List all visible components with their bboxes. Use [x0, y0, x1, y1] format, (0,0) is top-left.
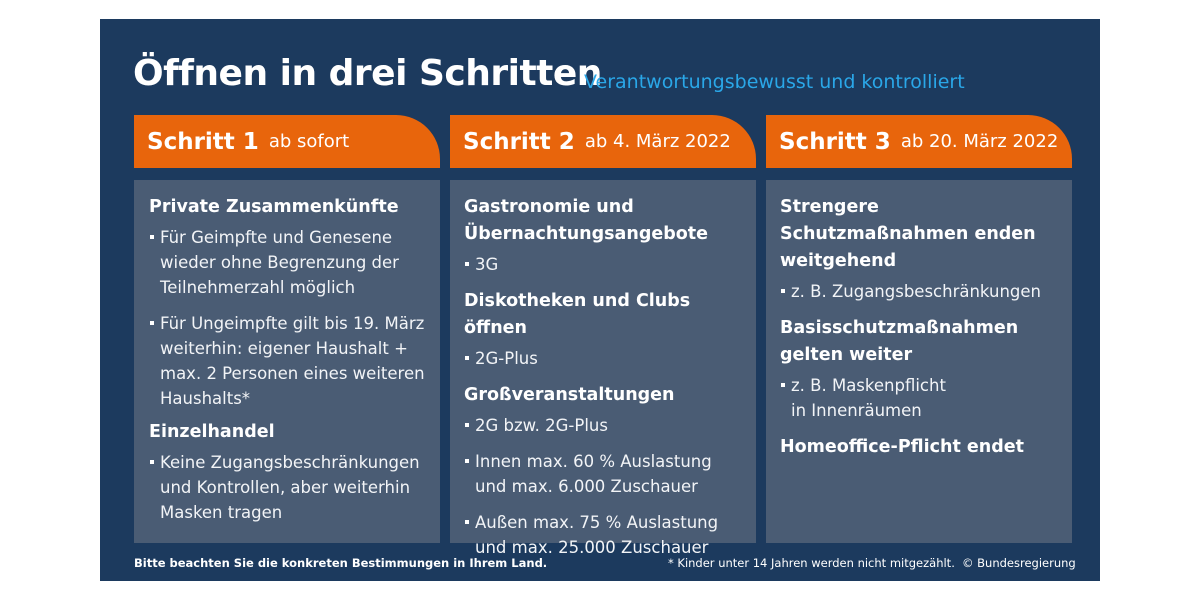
section-heading: Gastronomie und Übernachtungsangebote: [464, 197, 709, 244]
step-3-card: [766, 180, 1072, 543]
footer-footnote: * Kinder unter 14 Jahren werden nicht mitgezählt.: [668, 556, 955, 570]
list-item: Außen max. 75 % Auslastung und max. 25.000 Zuschauer: [464, 510, 744, 560]
section-heading: Einzelhandel: [149, 422, 275, 442]
list-item: Für Geimpfte und Genesene wieder ohne Begrenzung der Teilnehmerzahl möglich: [149, 225, 428, 300]
section-heading: Private Zusammenkünfte: [149, 197, 399, 217]
section-heading: Basisschutzmaßnahmen gelten weiter: [780, 318, 1019, 365]
page-subtitle: Verantwortungsbewusst und kontrolliert: [584, 71, 965, 93]
list-item: Für Ungeimpfte gilt bis 19. März weiterhin: eigener Haushalt + max. 2 Personen eines weiteren Haushalts*: [149, 311, 428, 411]
footer-copyright: © Bundesregierung: [962, 556, 1076, 570]
section-heading: Strengere Schutzmaßnahmen enden weitgehend: [780, 197, 1036, 271]
list-item: 2G bzw. 2G-Plus: [464, 413, 744, 438]
section-heading: Großveranstaltungen: [464, 385, 675, 405]
footer-notice: Bitte beachten Sie die konkreten Bestimmungen in Ihrem Land.: [134, 556, 548, 570]
bullet-list: [149, 450, 428, 525]
step-2-card: [450, 180, 756, 557]
step-1-card: [134, 180, 440, 543]
list-item: z. B. Maskenpflicht in Innenräumen: [780, 373, 961, 423]
bullet-list: [780, 279, 1060, 304]
step-1-tab: [134, 115, 440, 168]
step-1-label: Schritt 1: [147, 128, 259, 155]
section-heading: Diskotheken und Clubs öffnen: [464, 291, 691, 338]
list-item: 2G-Plus: [464, 346, 744, 371]
step-1-date: ab sofort: [268, 131, 350, 152]
list-item: z. B. Zugangsbeschränkungen: [780, 279, 1060, 304]
step-3-date: ab 20. März 2022: [900, 131, 1059, 152]
section-heading: Homeoffice-Pflicht endet: [780, 437, 1024, 457]
bullet-list: [464, 346, 744, 371]
page-title: Öffnen in drei Schritten: [133, 53, 602, 94]
step-2-date: ab 4. März 2022: [584, 131, 731, 152]
list-item: Keine Zugangsbeschränkungen und Kontrollen, aber weiterhin Masken tragen: [149, 450, 428, 525]
step-2-label: Schritt 2: [463, 128, 575, 155]
bullet-list: [464, 252, 744, 277]
step-3-label: Schritt 3: [779, 128, 891, 155]
step-3-tab: [766, 115, 1072, 168]
step-2-tab: [450, 115, 756, 168]
bullet-list: [780, 373, 1060, 423]
bullet-list: [149, 225, 428, 411]
bullet-list: [464, 413, 744, 560]
list-item: 3G: [464, 252, 744, 277]
list-item: Innen max. 60 % Auslastung und max. 6.000 Zuschauer: [464, 449, 744, 499]
infographic-panel: [100, 19, 1100, 581]
